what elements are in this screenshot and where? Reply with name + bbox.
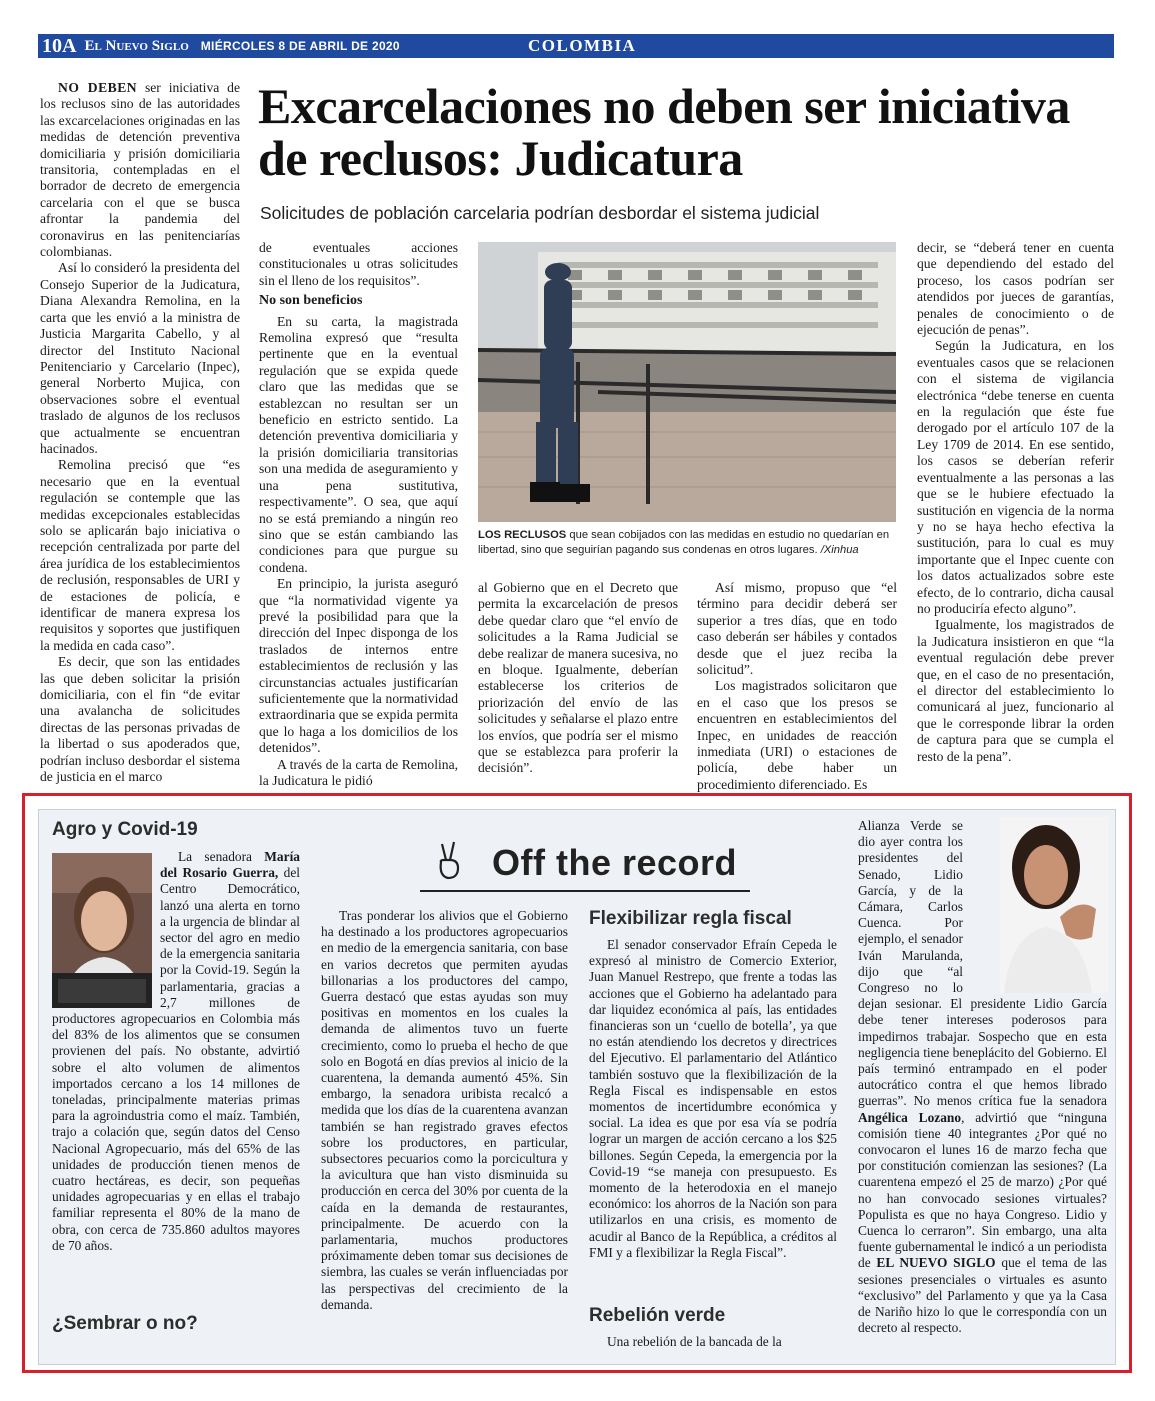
lead-text: ser iniciativa de los reclusos sino de las autoridades las excarcelaciones originadas en las medidas de detención preventiva domiciliaria y prisión domiciliaria transitoria, contempladas en el borrador de decreto de emergencia carcelaria con el que se busca afrontar la pandemia del coronavirus en las penitenciarías colombianas.	[40, 80, 240, 260]
issue-date: MIÉRCOLES 8 DE ABRIL DE 2020	[200, 39, 400, 53]
article-photo	[478, 242, 896, 522]
paragraph: En principio, la jurista aseguró que “la normatividad vigente ya prevé la posibilidad para que la dirección del Inpec disponga de los traslados de internos entre establecimientos de reclusión y las circunstancias actuales justificarían suficientemente que la normatividad extraordinaria que se expida permita que lo haga a los domicilios de los detenidos”.	[259, 576, 458, 756]
paragraph: Una rebelión de la bancada de la	[607, 1334, 782, 1349]
paragraph: Remolina precisó que “es necesario que en la eventual regulación se contemple que las medidas excepcionales establecidas solo se aplicarán bajo iniciativa o recepción centralizada por parte del área jurídica de los establecimientos de reclusión, responsables de URI y de estaciones de policía, e identificar de manera expresa los requisitos y soportes que justifiquen la medida en cada caso”.	[40, 457, 240, 653]
lead-bold: NO DEBEN	[58, 80, 138, 95]
agro-column	[52, 849, 300, 1304]
verde-column	[858, 818, 1107, 1358]
section-name: COLOMBIA	[528, 36, 637, 55]
paragraph: al Gobierno que en el Decreto que permita la excarcelación de presos debe quedar claro que “el envío de solicitudes a la Rama Judicial se debe realizar de manera sucesiva, no en bloque. Igualmente, deberían establecerse los criterios de priorización del envío de las solicitudes y señalarse el plazo entre los envíos, que podría ser el mismo que se establezca para proferir la decisión”.	[478, 580, 678, 776]
paragraph: En su carta, la magistrada Remolina expresó que “resulta pertinente que en la eventual regulación que se expida quede claro que las medidas que se establezcan no resultan ser un beneficio en estricto sentido. La detención preventiva domiciliaria y la prisión domiciliaria transitorias son una medida de aseguramiento y una pena sustitutiva, respectivamente”. O sea, que aquí no se está premiando a ningún reo sino que se están cambiando las condiciones para que purgue su condena.	[259, 313, 458, 575]
off-the-record-title-block	[420, 840, 750, 892]
prison-guard-image	[478, 242, 896, 522]
article-column-2	[259, 240, 458, 792]
article-column-5	[917, 240, 1114, 792]
paragraph: Así lo consideró la presidenta del Consejo Superior de la Judicatura, Diana Alexandra Remolina, en la carta que les envió a la ministra de Justicia Margarita Cabello, y al director del Instituto Nacional Penitenciario y Carcelario (Inpec), general Norberto Mujica, con observaciones sobre el eventual traslado de algunos de los reclusos que actualmente se encuentran hacinados.	[40, 260, 240, 456]
article-headline: Excarcelaciones no deben ser iniciativa de reclusos: Judicatura	[258, 78, 1070, 186]
senator-lozano: Angélica Lozano	[858, 1109, 962, 1125]
caption-bold: LOS RECLUSOS	[478, 529, 567, 541]
verde-text-end: que el tema de las sesiones presenciales o virtuales es asunto “exclusivo” del Parlamento y que ya la Casa de Nariño hizo lo que le correspondía con un decreto al respecto.	[858, 1255, 1107, 1336]
newspaper-mention: EL NUEVO SIGLO	[876, 1255, 996, 1271]
page-header-bar	[38, 34, 1114, 58]
page-number: 10A	[42, 34, 77, 57]
photo-credit: /Xinhua	[817, 544, 859, 556]
verde-text-cont: , advirtió que “ninguna comisión tiene 40 integrantes ¿Por qué no convocaron el lunes 16 de marzo fecha que por constitución comienzan las sesiones? (La cuarentena empezó el 25 de marzo) ¿Por qué no han convocado sesiones virtuales? Populista es que no haya Congreso. Lidio y Cuenca lo cerraron”. Sin embargo, una alta fuente gubernamental le indicó a un periodista de	[858, 1109, 1107, 1271]
paragraph: Igualmente, los magistrados de la Judicatura insistieron en que “la eventual regulación debe prever que, en el caso de no presentación, el director del establecimiento lo comunicará al juez, funcionario al que le corresponde librar la orden de captura para que se cumpla el resto de la pena”.	[917, 617, 1114, 764]
paragraph: A través de la carta de Remolina, la Judicatura le pidió	[259, 756, 458, 788]
sembrar-subheading: ¿Sembrar o no?	[52, 1313, 198, 1334]
article-column-4	[697, 580, 897, 792]
fiscal-column	[589, 937, 837, 1295]
agro-heading: Agro y Covid-19	[52, 819, 198, 840]
article-column-1	[40, 80, 240, 792]
paragraph: El senador conservador Efraín Cepeda le expresó al ministro de Comercio Exterior, Juan Manuel Restrepo, que frente a todas las acciones que el Gobierno ha adelantado para dar liquidez económica al país, las entidades financieras son un ‘cuello de botella’, ya que no están atendiendo los decretos y directrices del Ejecutivo. El parlamentario del Atlántico también sostuvo que la flexibilización de la Regla Fiscal es indispensable en estos momentos de incertidumbre económica y social. La idea es que por esa vía se podría lograr un margen de acción cercano a los $25 billones. Según Cepeda, la emergencia por la Covid-19 “se maneja con presupuesto. Es momento de la heterodoxia en el manejo económico: los ahorros de la Nación son para utilizarlos en una crisis, es momento de acudir al Banco de la República, a créditos al FMI y a flexibilizar la Regla Fiscal”.	[589, 937, 837, 1260]
rebelion-heading: Rebelión verde	[589, 1305, 726, 1326]
peace-hand-icon	[434, 840, 464, 880]
paragraph: Tras ponderar los alivios que el Gobierno ha destinado a los productores agropecuarios en medio de la emergencia sanitaria, con base en varios decretos que permiten ayudas billonarias a los productores del campo, Guerra destacó que estas ayudas son muy positivas en momentos en los cuales la demanda de alimentos tuvo un fuerte crecimiento, como lo prueba el hecho de que solo en Bogotá en días previos al inicio de la cuarentena, la demanda aumentó 45%. Sin embargo, la senadora uribista recalcó a medida que los días de la cuarentena avanzan también se han registrado graves efectos sobre los productores, en particular, subsectores pecuarios como la porcicultura y la avicultura que han visto disminuida su producción en cerca del 30% por cuenta de la caída en la demanda de restaurantes, principalmente. De acuerdo con la parlamentaria, muchos productores próximamente deben tomar sus decisiones de siembra, las cuales se verán influenciadas por las perspectivas del crecimiento de la demanda.	[321, 908, 568, 1312]
agro-text-pre: La senadora	[178, 849, 265, 864]
paragraph: Así mismo, propuso que “el término para decidir deberá ser superior a tres días, que en todo caso deberán ser hábiles y contados desde que el juez reciba la solicitud”.	[697, 580, 897, 678]
newspaper-brand: El Nuevo Siglo	[84, 37, 189, 54]
caption-text: que sean cobijados con las medidas en estudio no quedarían en libertad, sino que seguirían pagando sus condenas en otros lugares.	[478, 529, 890, 556]
fiscal-heading: Flexibilizar regla fiscal	[589, 908, 792, 929]
senator-name: María del Rosario Guerra,	[160, 849, 300, 881]
article-subheadline: Solicitudes de población carcelaria podrían desbordar el sistema judicial	[260, 203, 820, 223]
paragraph: Según la Judicatura, en los eventuales casos que se relacionen con el sistema de vigilancia electrónica “debe tenerse en cuenta en la regulación que éste fue derogado por el artículo 107 de la Ley 1709 de 2014. En ese sentido, los casos se deberían referir eventualmente a las personas a las que se le hubiere efectuado la sustitución en vigencia de la norma y no se haya hecho efectiva la sustitución, para lo cual es muy importante que el Inpec cuente con los datos actualizados sobre este efecto, de lo contrario, dicha causal no produciría efecto alguno”.	[917, 338, 1114, 616]
rebelion-column	[589, 1334, 837, 1354]
paragraph: decir, se “deberá tener en cuenta que dependiendo del estado del proceso, los casos podrían ser atendidos por jueces de garantías, penales de conocimiento o de ejecución de penas”.	[917, 240, 1114, 338]
middle-column	[321, 908, 568, 1358]
paragraph: Los magistrados solicitaron que en el caso que los presos se encuentren en establecimientos del Inpec, en unidades de reacción inmediata (URI) o estaciones de policía, debe haber un procedimiento diferenciado. Es	[697, 678, 897, 792]
section-subhead: No son beneficios	[259, 293, 363, 309]
paragraph: Es decir, que son las entidades las que deben solicitar la prisión domiciliaria, con el fin “de evitar una avalancha de solicitudes directas de las personas privadas de la libertad o sus apoderados que, podrían incluso desbordar el sistema de justicia en el marco	[40, 654, 240, 785]
verde-text: Alianza Verde se dio ayer contra los presidentes del Senado, Lidio García, y de la Cámara, Carlos Cuenca. Por ejemplo, el senador Iván Marulanda, dijo que “al Congreso no lo dejan sesionar. El presidente Lidio García debe tener intereses poderosos para impedirnos trabajar. Sospecho que en esta negligencia tiene beneplácito del Gobierno. El país terminó entrampado en el poder autocrático contra el que hemos librado guerras”. No menos crítica fue la senadora	[858, 818, 1107, 1109]
photo-caption	[478, 528, 898, 558]
article-column-3	[478, 580, 678, 792]
agro-text: del Centro Democrático, lanzó una alerta en torno a la urgencia de blindar al sector del agro en medio de la emergencia sanitaria por la Covid-19. Según la parlamentaria, gracias a 2,7 millones de productores agropecuarios en Colombia más del 83% de los alimentos que se consumen provienen del país. No obstante, advirtió sobre el alto volumen de alimentos importados cercano a los 14 millones de toneladas, principalmente materias primas para la agroindustria como el maíz. También, trajo a colación que, según datos del Censo Nacional Agropecuario, más del 65% de las unidades de producción tienen menos de cuatro hectáreas, es decir, son pequeñas unidades agropecuarias y en ellas el trabajo familiar representa el 80% de la mano de obra, con cerca de 735.860 adultos mayores de 70 años.	[52, 865, 300, 1253]
paragraph: de eventuales acciones constitucionales u otras solicitudes sin el lleno de los requisitos”.	[259, 240, 458, 288]
off-the-record-title: Off the record	[492, 842, 738, 883]
